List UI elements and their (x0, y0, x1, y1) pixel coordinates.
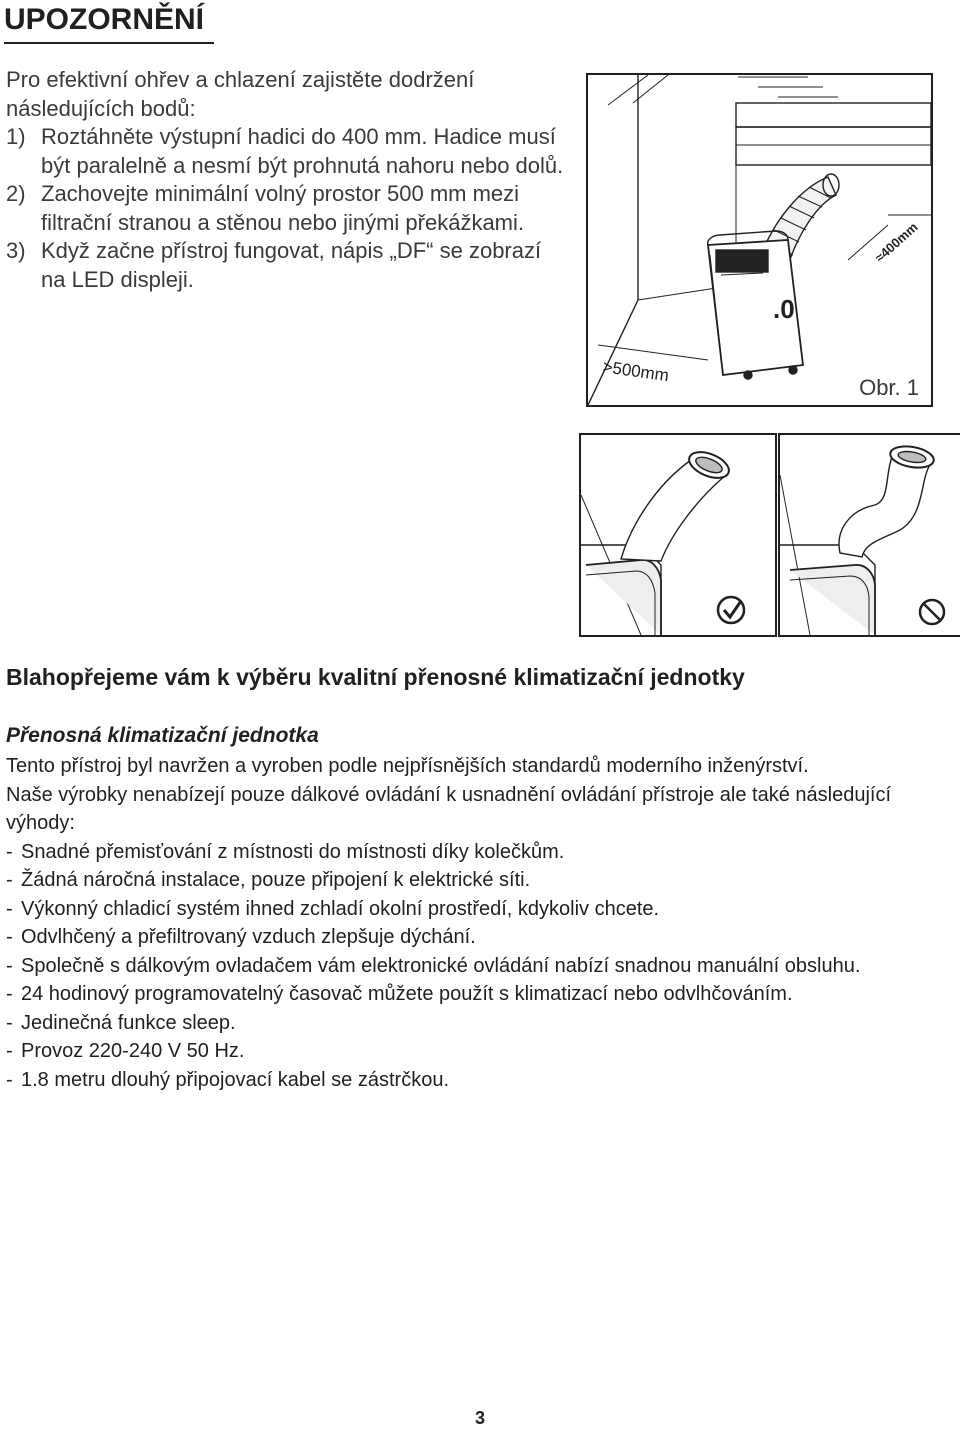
warning-text (6, 66, 571, 294)
list-item: - Žádná náročná instalace, pouze připojení k elektrické síti. (6, 869, 531, 891)
check-circle-icon (718, 597, 744, 623)
benefits-list (6, 838, 951, 1095)
paragraph-design: Tento přístroj byl navržen a vyroben podle nejpřísnějších standardů moderního inženýrství. (6, 755, 809, 777)
display-label: .0 (773, 294, 795, 324)
list-item-text: 1.8 metru dlouhý připojovací kabel se zástrčkou. (21, 1068, 449, 1091)
list-item-text: Provoz 220-240 V 50 Hz. (21, 1040, 245, 1062)
hose-length-label: ≈400mm (871, 219, 921, 266)
list-item-text: Společně s dálkovým ovladačem vám elektronické ovládání nabízí snadnou manuální obsluhu. (21, 954, 861, 977)
list-item: - Snadné přemisťování z místnosti do místnosti díky kolečkům. (6, 840, 565, 863)
clearance-label: >500mm (601, 357, 671, 386)
installation-figure (586, 73, 933, 407)
page-number: 3 (474, 1408, 485, 1428)
section-subtitle: Přenosná klimatizační jednotka (6, 724, 319, 747)
warning-point (6, 237, 571, 294)
point-text: Když začne přístroj fungovat, nápis „DF“ se zobrazí na LED displeji. (41, 238, 542, 292)
incorrect-hose-illustration (780, 435, 960, 635)
correct-hose-figure (579, 433, 777, 637)
list-item-text: Žádná náročná instalace, pouze připojení k elektrické síti. (21, 869, 531, 891)
list-item: - 1.8 metru dlouhý připojovací kabel se zástrčkou. (6, 1068, 449, 1091)
section-body (6, 752, 951, 1094)
point-text: Zachovejte minimální volný prostor 500 mm mezi filtrační stranou a stěnou nebo jinými překážkami. (41, 181, 525, 235)
list-item: - Odvlhčený a přefiltrovaný vzduch zlepšuje dýchání. (6, 926, 476, 948)
list-item: - Výkonný chladicí systém ihned zchladí okolní prostředí, kdykoliv chcete. (6, 897, 660, 920)
warning-heading: UPOZORNĚNÍ (4, 0, 214, 44)
warning-point (6, 123, 571, 180)
list-item-text: Snadné přemisťování z místnosti do místnosti díky kolečkům. (21, 840, 565, 863)
point-text: Roztáhněte výstupní hadici do 400 mm. Hadice musí být paralelně a nesmí být prohnutá nahoru nebo dolů. (41, 124, 564, 178)
incorrect-hose-figure (778, 433, 960, 637)
section-title: Blahopřejeme vám k výběru kvalitní přenosné klimatizační jednotky (6, 664, 745, 690)
point-number: 1) (6, 124, 26, 149)
list-item-text: 24 hodinový programovatelný časovač můžete použít s klimatizací nebo odvlhčováním. (21, 983, 793, 1005)
installation-illustration (588, 75, 931, 405)
warning-point (6, 180, 571, 237)
correct-hose-illustration (581, 435, 775, 635)
paragraph-benefits-intro: Naše výrobky nenabízejí pouze dálkové ovládání k usnadnění ovládání přístroje ale také následující výhody: (6, 783, 891, 834)
prohibited-icon (920, 600, 944, 624)
list-item-text: Výkonný chladicí systém ihned zchladí okolní prostředí, kdykoliv chcete. (21, 897, 660, 920)
list-item: - 24 hodinový programovatelný časovač můžete použít s klimatizací nebo odvlhčováním. (6, 983, 793, 1005)
list-item: - Společně s dálkovým ovladačem vám elektronické ovládání nabízí snadnou manuální obsluhu. (6, 954, 861, 977)
list-item-text: Jedinečná funkce sleep. (21, 1011, 236, 1034)
point-number: 3) (6, 238, 26, 263)
point-number: 2) (6, 181, 26, 206)
list-item: - Jedinečná funkce sleep. (6, 1011, 236, 1034)
warning-intro: Pro efektivní ohřev a chlazení zajistěte dodržení následujících bodů: (6, 67, 475, 121)
figure-caption: Obr. 1 (859, 375, 919, 400)
list-item-text: Odvlhčený a přefiltrovaný vzduch zlepšuje dýchání. (21, 926, 476, 948)
list-item: - Provoz 220-240 V 50 Hz. (6, 1040, 245, 1062)
warning-points (6, 123, 571, 294)
